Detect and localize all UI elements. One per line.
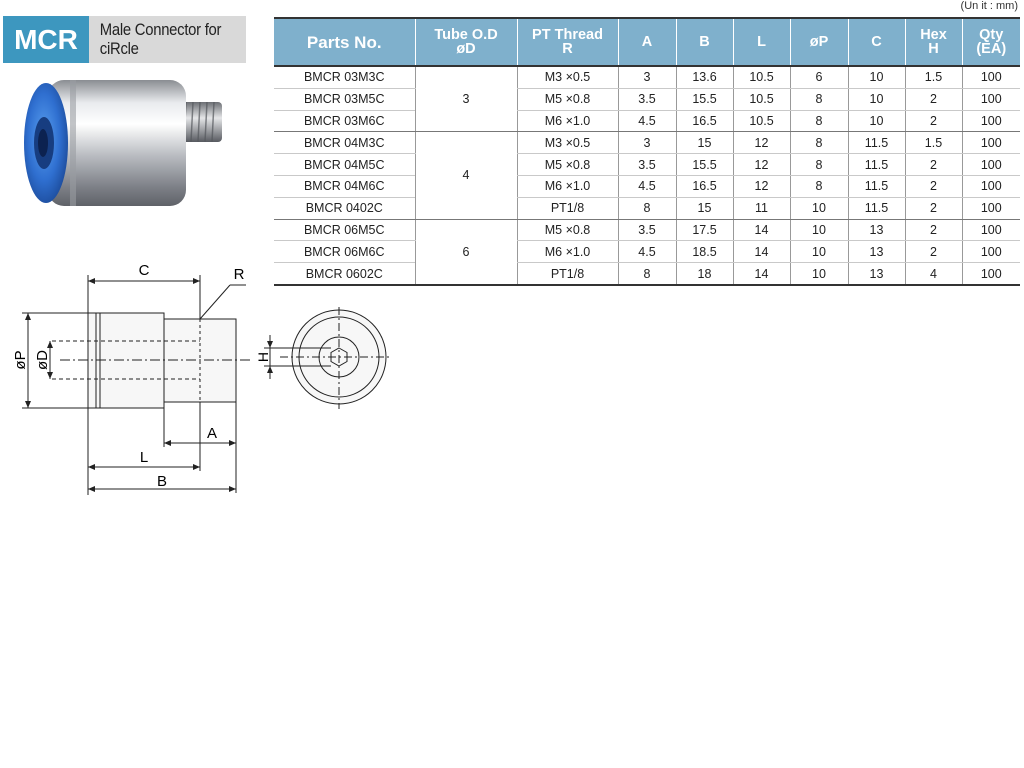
table-header-row [274, 18, 1020, 66]
thread-cell: PT1/8 [517, 263, 618, 285]
qty-cell: 100 [962, 175, 1020, 197]
dim-label-p: øP [12, 350, 29, 370]
part-number-cell: BMCR 06M6C [274, 241, 415, 263]
col-header-b: B [676, 18, 733, 66]
qty-cell: 100 [962, 132, 1020, 154]
hex-cell: 2 [905, 175, 962, 197]
table-row [274, 263, 1020, 285]
dim-a-cell: 8 [618, 197, 676, 219]
thread-cell: M6 ×1.0 [517, 241, 618, 263]
part-number-cell: BMCR 04M3C [274, 132, 415, 154]
dim-a-cell: 8 [618, 263, 676, 285]
product-title-box [89, 16, 246, 63]
col-header-hex-line2: H [928, 41, 939, 57]
dim-l-cell: 14 [733, 263, 790, 285]
thread-cell: M3 ×0.5 [517, 66, 618, 88]
col-header-thread-line2: R [562, 41, 573, 57]
dim-a-cell: 3.5 [618, 88, 676, 110]
dim-label-d: øD [34, 350, 51, 370]
col-header-c: C [848, 18, 905, 66]
hex-cell: 4 [905, 263, 962, 285]
dim-c-cell: 10 [848, 66, 905, 88]
unit-label: (Un it : mm) [960, 0, 1018, 12]
thread-cell: M3 ×0.5 [517, 132, 618, 154]
table-row [274, 88, 1020, 110]
dim-l-cell: 11 [733, 197, 790, 219]
dim-p-cell: 10 [790, 197, 848, 219]
col-header-tube-od-line1: Tube O.D [434, 26, 498, 43]
part-number-cell: BMCR 04M6C [274, 175, 415, 197]
hex-cell: 1.5 [905, 132, 962, 154]
dim-c-cell: 10 [848, 110, 905, 132]
dim-p-cell: 10 [790, 219, 848, 241]
dim-p-cell: 6 [790, 66, 848, 88]
dim-a-cell: 4.5 [618, 241, 676, 263]
table-row [274, 175, 1020, 197]
thread-cell: PT1/8 [517, 197, 618, 219]
dim-label-r: R [233, 266, 245, 283]
dim-c-cell: 13 [848, 219, 905, 241]
dim-l-cell: 10.5 [733, 66, 790, 88]
table-row [274, 154, 1020, 176]
dim-c-cell: 11.5 [848, 132, 905, 154]
thread-cell: M6 ×1.0 [517, 175, 618, 197]
dim-a-cell: 3.5 [618, 154, 676, 176]
qty-cell: 100 [962, 241, 1020, 263]
dim-l-cell: 14 [733, 219, 790, 241]
dim-label-h: H [255, 351, 271, 363]
spec-table [274, 17, 1020, 286]
thread-cell: M5 ×0.8 [517, 219, 618, 241]
dim-p-cell: 8 [790, 175, 848, 197]
dim-p-cell: 8 [790, 132, 848, 154]
qty-cell: 100 [962, 219, 1020, 241]
dim-p-cell: 10 [790, 263, 848, 285]
col-header-p: øP [790, 18, 848, 66]
qty-cell: 100 [962, 263, 1020, 285]
table-row [274, 197, 1020, 219]
part-number-cell: BMCR 03M6C [274, 110, 415, 132]
dim-p-cell: 8 [790, 110, 848, 132]
dim-p-cell: 8 [790, 88, 848, 110]
dim-l-cell: 12 [733, 132, 790, 154]
dim-l-cell: 10.5 [733, 110, 790, 132]
qty-cell: 100 [962, 197, 1020, 219]
thread-cell: M5 ×0.8 [517, 154, 618, 176]
dim-b-cell: 18.5 [676, 241, 733, 263]
hex-cell: 2 [905, 219, 962, 241]
dim-a-cell: 3 [618, 132, 676, 154]
dim-b-cell: 16.5 [676, 110, 733, 132]
dim-b-cell: 15 [676, 132, 733, 154]
part-number-cell: BMCR 0402C [274, 197, 415, 219]
dim-c-cell: 10 [848, 88, 905, 110]
dim-b-cell: 18 [676, 263, 733, 285]
col-header-thread-line1: PT Thread [532, 26, 603, 43]
product-photo [18, 72, 230, 212]
dim-c-cell: 11.5 [848, 154, 905, 176]
hex-cell: 2 [905, 241, 962, 263]
hex-cell: 2 [905, 110, 962, 132]
part-number-cell: BMCR 04M5C [274, 154, 415, 176]
dim-a-cell: 3 [618, 66, 676, 88]
side-view-drawing [0, 255, 260, 500]
dim-c-cell: 13 [848, 241, 905, 263]
tube-od-cell: 3 [415, 66, 517, 132]
hex-cell: 1.5 [905, 66, 962, 88]
tube-od-cell: 4 [415, 132, 517, 219]
col-header-tube-od-line2: øD [456, 41, 476, 57]
dim-c-cell: 11.5 [848, 197, 905, 219]
dim-c-cell: 13 [848, 263, 905, 285]
dim-b-cell: 13.6 [676, 66, 733, 88]
dim-l-cell: 12 [733, 175, 790, 197]
col-header-l: L [733, 18, 790, 66]
dim-a-cell: 4.5 [618, 110, 676, 132]
dim-b-cell: 15.5 [676, 154, 733, 176]
dim-b-cell: 17.5 [676, 219, 733, 241]
part-number-cell: BMCR 03M5C [274, 88, 415, 110]
part-number-cell: BMCR 03M3C [274, 66, 415, 88]
col-header-hex-line1: Hex [920, 26, 947, 43]
product-header-badge [3, 16, 246, 63]
table-row [274, 132, 1020, 154]
dim-b-cell: 16.5 [676, 175, 733, 197]
dim-l-cell: 14 [733, 241, 790, 263]
dim-l-cell: 12 [733, 154, 790, 176]
col-header-qty-line2: (EA) [976, 41, 1007, 57]
dim-c-cell: 11.5 [848, 175, 905, 197]
hex-cell: 2 [905, 88, 962, 110]
dim-b-cell: 15.5 [676, 88, 733, 110]
dim-label-a: A [206, 425, 218, 442]
end-view-drawing [250, 305, 395, 415]
col-header-a: A [618, 18, 676, 66]
part-number-cell: BMCR 0602C [274, 263, 415, 285]
product-title: Male Connector for ciRcle [89, 16, 230, 63]
dim-label-l: L [139, 449, 149, 466]
qty-cell: 100 [962, 154, 1020, 176]
col-header-parts: Parts No. [274, 18, 415, 66]
col-header-thread [517, 18, 618, 66]
part-number-cell: BMCR 06M5C [274, 219, 415, 241]
table-row [274, 241, 1020, 263]
table-body [274, 66, 1020, 285]
dim-p-cell: 10 [790, 241, 848, 263]
tube-od-cell: 6 [415, 219, 517, 285]
qty-cell: 100 [962, 110, 1020, 132]
table-row [274, 219, 1020, 241]
dim-label-b: B [156, 473, 168, 490]
dim-l-cell: 10.5 [733, 88, 790, 110]
dim-p-cell: 8 [790, 154, 848, 176]
col-header-qty-line1: Qty [979, 26, 1004, 43]
hex-cell: 2 [905, 197, 962, 219]
fitting-body [48, 80, 186, 206]
table-row [274, 66, 1020, 88]
product-code: MCR [3, 16, 89, 63]
dim-b-cell: 15 [676, 197, 733, 219]
hex-cell: 2 [905, 154, 962, 176]
thread-cell: M6 ×1.0 [517, 110, 618, 132]
dim-a-cell: 3.5 [618, 219, 676, 241]
thread-cell: M5 ×0.8 [517, 88, 618, 110]
col-header-hex [905, 18, 962, 66]
dim-a-cell: 4.5 [618, 175, 676, 197]
table-row [274, 110, 1020, 132]
qty-cell: 100 [962, 66, 1020, 88]
dim-label-c: C [138, 262, 150, 279]
qty-cell: 100 [962, 88, 1020, 110]
col-header-qty [962, 18, 1020, 66]
col-header-tube-od [415, 18, 517, 66]
